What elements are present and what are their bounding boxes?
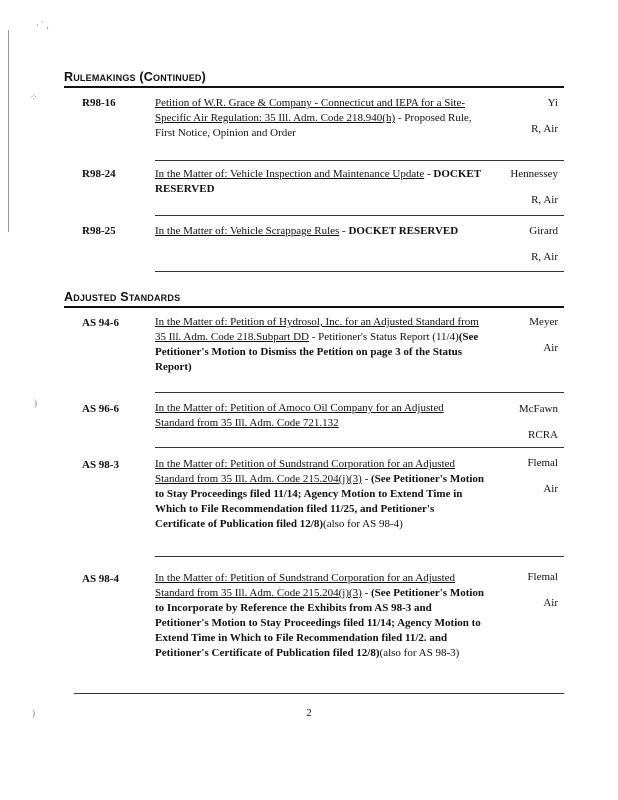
case-detail: - Petitioner's Status Report (11/4): [309, 331, 459, 343]
docket-category: R, Air: [531, 251, 558, 263]
docket-assignment: [531, 90, 558, 142]
section-title: Rulemakings: [64, 70, 136, 84]
case-detail: -: [361, 473, 372, 485]
case-title: In the Matter of: Vehicle Scrappage Rules: [155, 225, 340, 237]
entry-divider: [155, 271, 564, 272]
entry-divider: [155, 215, 564, 216]
docket-category: R, Air: [531, 123, 558, 135]
docket-description: [155, 401, 485, 431]
case-title: In the Matter of: Vehicle Inspection and Maintenance Update: [155, 168, 425, 180]
case-detail: -: [339, 225, 349, 237]
docket-assignment: [527, 564, 558, 616]
section-suffix: (Continued): [139, 70, 206, 84]
case-note: (See Petitioner's Motion to Dismiss the Petition on page 3 of the Status Report): [155, 331, 479, 373]
docket-category: Air: [543, 342, 558, 354]
docket-category: Air: [543, 597, 558, 609]
docket-number: AS 96-6: [82, 403, 119, 415]
docket-assignment: [519, 396, 558, 448]
scan-specks: ): [32, 708, 35, 718]
docket-category: Air: [543, 483, 558, 495]
scan-specks: · ˙ ,: [36, 20, 49, 30]
docket-assignment: [527, 450, 558, 502]
docket-number: AS 98-3: [82, 459, 119, 471]
assigned-member: Meyer: [529, 316, 558, 328]
assigned-member: Flemal: [527, 457, 558, 469]
entry-divider: [155, 447, 564, 448]
docket-description: [155, 224, 485, 239]
docket-assignment: [529, 218, 558, 270]
docket-description: [155, 167, 485, 197]
case-detail: -: [361, 587, 372, 599]
case-note: DOCKET RESERVED: [155, 168, 481, 195]
entry-divider: [74, 693, 564, 694]
assigned-member: Hennessey: [510, 168, 558, 180]
case-crossref: (also for AS 98-4): [323, 518, 403, 530]
case-note: (See Petitioner's Motion to Incorporate by Reference the Exhibits from AS 98-3 and Petitioner's Motion to Stay Proceedings filed 11/14; Agency Motion to Extend Time in Which to File Recommendation filed 11/2. and Petitioner's Certificate of Publication filed 12/8): [155, 587, 485, 659]
entry-divider: [155, 160, 564, 161]
assigned-member: Yi: [547, 97, 558, 109]
docket-assignment: [529, 309, 558, 361]
scan-specks: ⁘: [30, 92, 38, 102]
docket-description: [155, 457, 485, 532]
docket-assignment: [510, 161, 558, 213]
docket-number: R98-16: [82, 97, 116, 109]
docket-category: R, Air: [531, 194, 558, 206]
docket-number: R98-25: [82, 225, 116, 237]
page-number: 2: [306, 707, 312, 719]
case-title: In the Matter of: Petition of Hydrosol, Inc. for an Adjusted Standard from 35 Ill. Adm. Code 218.Subpart DD: [155, 316, 479, 343]
docket-number: R98-24: [82, 168, 116, 180]
section-rule: [64, 86, 564, 88]
case-title: In the Matter of: Petition of Amoco Oil Company for an Adjusted Standard from 35 Ill. Adm. Code 721.132: [155, 402, 444, 429]
case-detail: -: [424, 168, 434, 180]
entry-divider: [155, 556, 564, 557]
case-detail: - Proposed Rule, First Notice, Opinion and Order: [155, 112, 472, 139]
entry-divider: [155, 392, 564, 393]
assigned-member: Flemal: [527, 571, 558, 583]
section-heading-adjusted-standards: [64, 290, 180, 304]
docket-number: AS 94-6: [82, 317, 119, 329]
scan-specks: ): [34, 398, 37, 408]
docket-description: [155, 315, 485, 375]
case-crossref: (also for AS 98-3): [379, 647, 460, 659]
case-note: (See Petitioner's Motion to Stay Proceedings filed 11/14; Agency Motion to Extend Time in Which to File Recommendation filed 11/25, and Petitioner's Certificate of Publication filed 12/8): [155, 473, 485, 530]
section-heading-rulemakings: [64, 70, 206, 84]
section-title: Adjusted Standards: [64, 290, 181, 304]
docket-description: [155, 571, 485, 661]
case-title: Petition of W.R. Grace & Company - Connecticut and IEPA for a Site-Specific Air Regulation: 35 Ill. Adm. Code 218.940(h): [155, 97, 465, 124]
scan-margin-line: [8, 30, 9, 232]
case-title: In the Matter of: Petition of Sundstrand Corporation for an Adjusted Standard from 35 Ill. Adm. Code 215.204(j)(3): [155, 572, 456, 599]
assigned-member: Girard: [529, 225, 558, 237]
docket-number: AS 98-4: [82, 573, 119, 585]
section-rule: [64, 306, 564, 308]
case-note: DOCKET RESERVED: [348, 225, 459, 237]
docket-category: RCRA: [528, 429, 558, 441]
assigned-member: McFawn: [518, 403, 558, 415]
case-title: In the Matter of: Petition of Sundstrand Corporation for an Adjusted Standard from 35 Ill. Adm. Code 215.204(j)(3): [155, 458, 456, 485]
docket-description: [155, 96, 485, 141]
